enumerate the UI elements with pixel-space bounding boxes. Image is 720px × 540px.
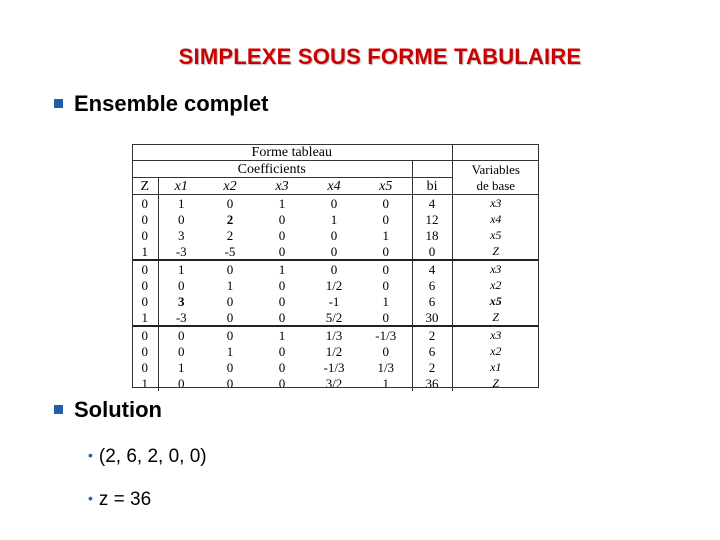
solution-item bbox=[88, 489, 151, 511]
tableau-cell: -1/3 bbox=[323, 359, 345, 375]
tableau-cell: 0 bbox=[330, 227, 338, 243]
tableau-cell: 1 bbox=[226, 277, 234, 293]
tableau-cell: 0 bbox=[132, 195, 158, 212]
tableau-cell: 4 bbox=[412, 195, 452, 212]
tableau-cell: 0 bbox=[278, 293, 286, 309]
tableau-cell: 6 bbox=[412, 277, 452, 293]
tableau-cell: Z bbox=[452, 243, 539, 260]
tableau-cell: 0 bbox=[382, 243, 389, 259]
tableau-cell: 0 bbox=[308, 260, 360, 277]
col-header: x3 bbox=[256, 178, 308, 195]
simplex-tableau bbox=[132, 144, 539, 391]
tableau-cell: 0 bbox=[141, 293, 148, 309]
tableau-cell: x3 bbox=[452, 326, 539, 343]
dot-bullet-icon: • bbox=[88, 490, 93, 506]
solution-item bbox=[88, 446, 207, 468]
tableau-cell: 0 bbox=[278, 243, 286, 259]
tableau-cell: 0 bbox=[278, 359, 286, 375]
header-forme-tableau: Forme tableau bbox=[251, 144, 333, 160]
tableau-cell: Z bbox=[452, 309, 539, 326]
tableau-cell: 0 bbox=[158, 326, 204, 343]
tableau-cell: 5/2 bbox=[325, 309, 343, 325]
tableau-row bbox=[132, 293, 539, 309]
tableau-cell: 0 bbox=[382, 211, 389, 227]
tableau-cell: 1 bbox=[382, 375, 389, 391]
tableau-cell: 1/3 bbox=[308, 326, 360, 343]
tableau-cell: 2 bbox=[226, 227, 234, 243]
tableau-row bbox=[132, 326, 539, 343]
tableau-cell: 0 bbox=[226, 375, 234, 391]
tableau-cell: 1 bbox=[382, 227, 389, 243]
tableau-cell: 0 bbox=[360, 195, 412, 212]
tableau-cell: 1 bbox=[330, 211, 338, 227]
tableau-cell: 0 bbox=[412, 243, 452, 260]
tableau-cell: -1/3 bbox=[360, 326, 412, 343]
tableau-cell: 6 bbox=[412, 293, 452, 309]
tableau-cell: 0 bbox=[278, 375, 286, 391]
tableau-row bbox=[132, 260, 539, 277]
square-bullet-icon bbox=[54, 99, 63, 108]
tableau-row bbox=[132, 343, 539, 359]
tableau-cell: 0 bbox=[308, 195, 360, 212]
col-header: x5 bbox=[360, 178, 412, 195]
simplex-tableau-image bbox=[132, 144, 539, 391]
tableau-cell: x2 bbox=[452, 343, 539, 359]
tableau-cell: x4 bbox=[452, 211, 539, 227]
tableau-cell: x5 bbox=[452, 293, 539, 309]
tableau-row bbox=[132, 227, 539, 243]
tableau-cell: -3 bbox=[158, 309, 204, 326]
tableau-cell: 0 bbox=[382, 277, 389, 293]
tableau-cell: 1 bbox=[382, 293, 389, 309]
tableau-cell: 0 bbox=[158, 375, 204, 391]
tableau-cell: 0 bbox=[141, 359, 148, 375]
tableau-cell: 0 bbox=[204, 195, 256, 212]
tableau-cell: 1 bbox=[256, 326, 308, 343]
tableau-cell: x1 bbox=[452, 359, 539, 375]
tableau-cell: 1 bbox=[158, 195, 204, 212]
tableau-row bbox=[132, 243, 539, 260]
tableau-cell: 12 bbox=[412, 211, 452, 227]
slide-title: SIMPLEXE SOUS FORME TABULAIRE bbox=[178, 44, 582, 69]
tableau-cell: 0 bbox=[132, 326, 158, 343]
tableau-cell: x2 bbox=[452, 277, 539, 293]
header-coefficients: Coefficients bbox=[132, 161, 412, 178]
tableau-cell: 36 bbox=[412, 375, 452, 391]
tableau-cell: 0 bbox=[141, 211, 148, 227]
tableau-cell: 0 bbox=[330, 243, 338, 259]
bullet-solution-label: Solution bbox=[74, 397, 162, 422]
col-header: x2 bbox=[204, 178, 256, 195]
tableau-row bbox=[132, 375, 539, 391]
tableau-cell: 18 bbox=[412, 227, 452, 243]
bullet-ensemble-label: Ensemble complet bbox=[74, 91, 269, 116]
tableau-cell: x3 bbox=[452, 260, 539, 277]
col-header: bi bbox=[412, 178, 452, 195]
tableau-cell: 1 bbox=[141, 309, 148, 325]
tableau-cell: 0 bbox=[226, 293, 234, 309]
tableau-cell: 0 bbox=[278, 227, 286, 243]
tableau-cell: 3 bbox=[158, 227, 204, 243]
solution-value: z = 36 bbox=[98, 489, 152, 510]
bullet-solution bbox=[54, 397, 162, 423]
tableau-cell: 0 bbox=[132, 260, 158, 277]
tableau-cell: 0 bbox=[141, 227, 148, 243]
tableau-cell: 0 bbox=[226, 359, 234, 375]
tableau-row bbox=[132, 277, 539, 293]
tableau-cell: 0 bbox=[204, 260, 256, 277]
tableau-cell: 1/2 bbox=[325, 343, 343, 359]
tableau-cell: 4 bbox=[412, 260, 452, 277]
col-header: x4 bbox=[308, 178, 360, 195]
header-variables: Variables bbox=[452, 161, 539, 178]
tableau-cell: 0 bbox=[158, 211, 204, 227]
col-header: x1 bbox=[158, 178, 204, 195]
tableau-cell: -1 bbox=[328, 293, 340, 309]
tableau-cell: 0 bbox=[382, 343, 389, 359]
col-header: Z bbox=[132, 178, 158, 195]
tableau-row bbox=[132, 211, 539, 227]
dot-bullet-icon: • bbox=[88, 447, 93, 463]
header-de-base: de base bbox=[452, 178, 539, 195]
tableau-cell: 0 bbox=[382, 309, 389, 325]
tableau-cell: 0 bbox=[278, 343, 286, 359]
tableau-cell: 0 bbox=[360, 260, 412, 277]
tableau-cell: 1 bbox=[158, 260, 204, 277]
tableau-cell: 6 bbox=[412, 343, 452, 359]
tableau-cell: 1 bbox=[226, 343, 234, 359]
tableau-row bbox=[132, 195, 539, 212]
tableau-cell: 2 bbox=[412, 359, 452, 375]
tableau-cell: 0 bbox=[278, 309, 286, 325]
square-bullet-icon bbox=[54, 405, 63, 414]
tableau-cell: 2 bbox=[412, 326, 452, 343]
tableau-cell: 0 bbox=[141, 343, 148, 359]
tableau-cell: -5 bbox=[224, 243, 236, 259]
tableau-cell: 1 bbox=[158, 359, 204, 375]
tableau-cell: 1 bbox=[256, 195, 308, 212]
tableau-cell: 1/3 bbox=[377, 359, 395, 375]
tableau-row bbox=[132, 359, 539, 375]
tableau-cell: 1 bbox=[256, 260, 308, 277]
tableau-cell: 3/2 bbox=[325, 375, 343, 391]
tableau-cell: 0 bbox=[278, 211, 286, 227]
tableau-cell: 30 bbox=[412, 309, 452, 326]
tableau-row bbox=[132, 309, 539, 326]
tableau-cell: 0 bbox=[278, 277, 286, 293]
tableau-cell: 0 bbox=[141, 277, 148, 293]
tableau-cell: 1 bbox=[141, 375, 148, 391]
tableau-cell: 1/2 bbox=[325, 277, 343, 293]
tableau-cell: 0 bbox=[204, 326, 256, 343]
tableau-cell: 2 bbox=[226, 211, 234, 227]
tableau-cell: x5 bbox=[452, 227, 539, 243]
tableau-cell: x3 bbox=[452, 195, 539, 212]
tableau-cell: 0 bbox=[158, 277, 204, 293]
tableau-cell: 0 bbox=[226, 309, 234, 325]
tableau-cell: 1 bbox=[141, 243, 148, 259]
solution-vector: (2, 6, 2, 0, 0) bbox=[98, 446, 207, 467]
tableau-cell: Z bbox=[452, 375, 539, 391]
bullet-ensemble bbox=[54, 91, 268, 117]
tableau-cell: 0 bbox=[158, 343, 204, 359]
tableau-cell: 3 bbox=[158, 293, 204, 309]
tableau-cell: -3 bbox=[158, 243, 204, 260]
